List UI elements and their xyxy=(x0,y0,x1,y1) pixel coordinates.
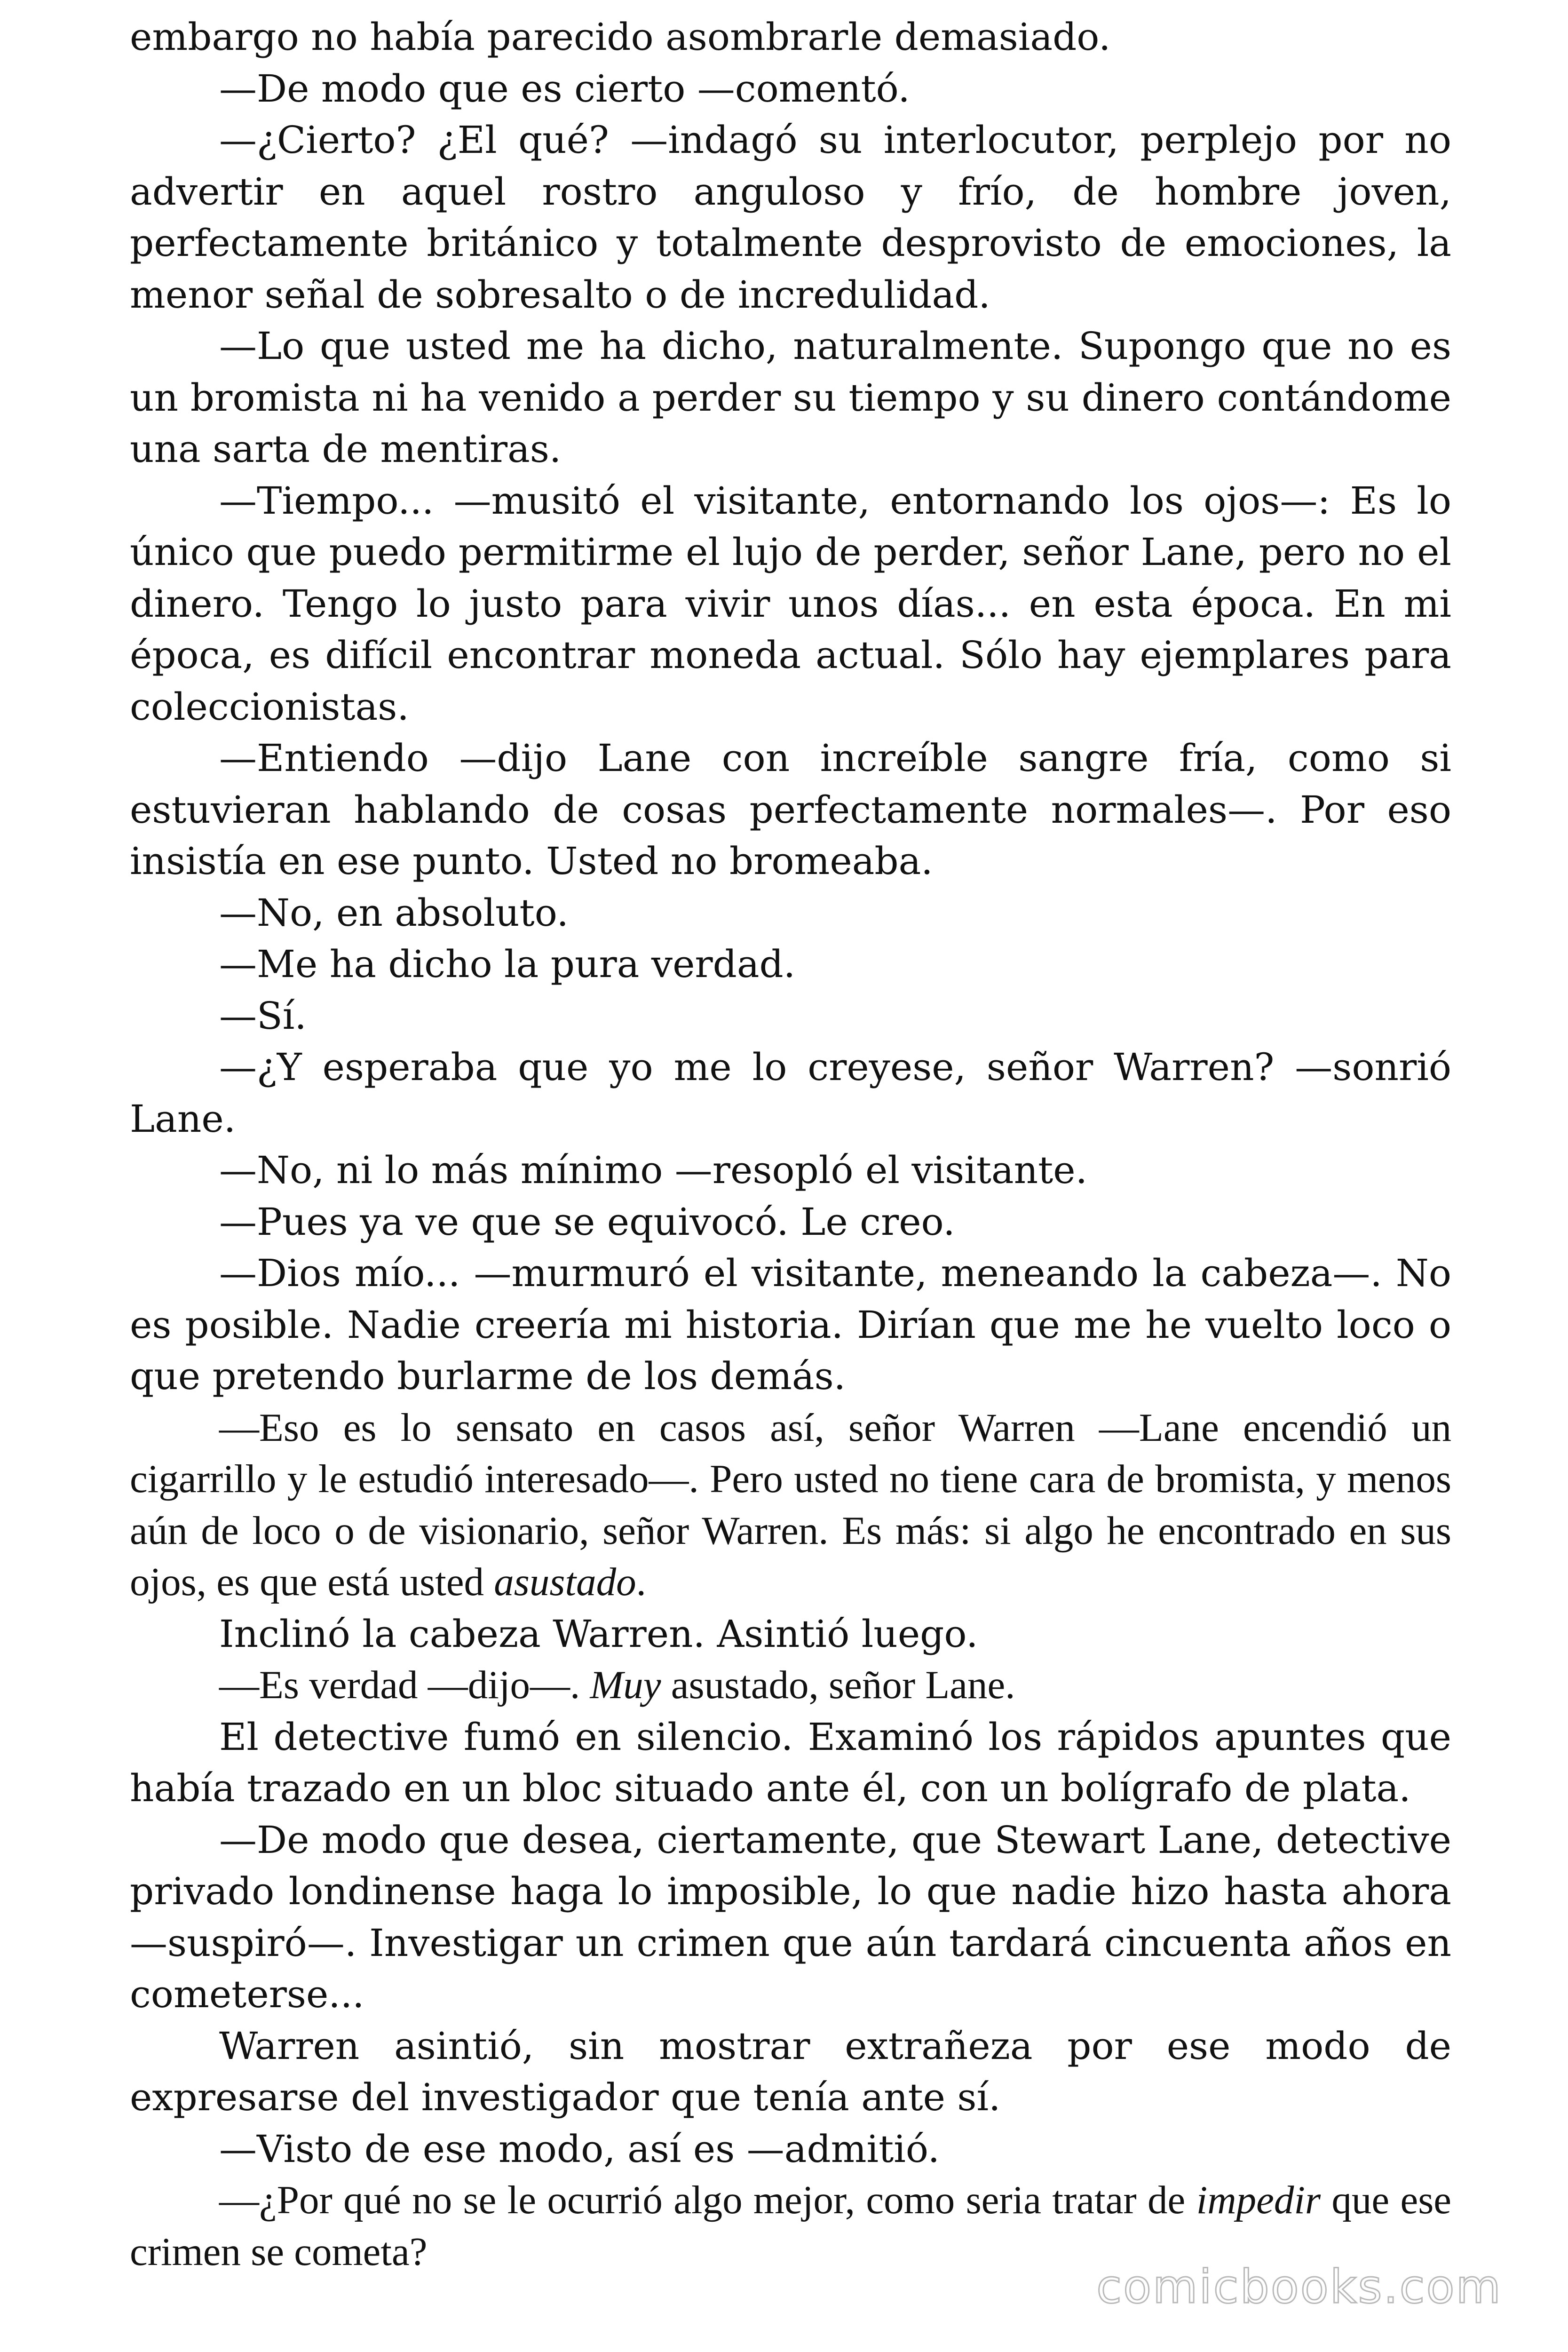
paragraph xyxy=(130,1660,1451,1711)
paragraph: —Pues ya ve que se equivocó. Le creo. xyxy=(219,1200,955,1244)
paragraph: —Entiendo —dijo Lane con increíble sangre fría, como si estuvieran hablando de cosas perfectamente normales—. Por eso insistía en ese punto. Usted no bromeaba. xyxy=(130,736,1451,883)
paragraph xyxy=(130,1402,1451,1608)
paragraph: —¿Y esperaba que yo me lo creyese, señor Warren? —sonrió Lane. xyxy=(130,1045,1451,1141)
page-text xyxy=(130,11,1451,2278)
paragraph: Warren asintió, sin mostrar extrañeza por ese modo de expresarse del investigador que tenía ante sí. xyxy=(130,2024,1451,2119)
emphasis-text: asustado xyxy=(494,1560,636,1604)
watermark: comicbooks.com xyxy=(1096,2260,1502,2314)
paragraph-text: —¿Por qué no se le ocurrió algo mejor, como seria tratar de xyxy=(219,2178,1186,2222)
paragraph: —No, en absoluto. xyxy=(219,890,569,935)
emphasis-text: Muy xyxy=(590,1663,661,1707)
paragraph: embargo no había parecido asombrarle demasiado. xyxy=(130,15,1111,59)
paragraph: —De modo que desea, ciertamente, que Stewart Lane, detective privado londinense haga lo imposible, lo que nadie hizo hasta ahora —suspiró—. Investigar un crimen que aún tardará cincuenta años en cometerse... xyxy=(130,1818,1451,2016)
paragraph: —No, ni lo más mínimo —resopló el visitante. xyxy=(219,1148,1088,1192)
paragraph: El detective fumó en silencio. Examinó los rápidos apuntes que había trazado en un bloc situado ante él, con un bolígrafo de plata. xyxy=(130,1715,1451,1810)
paragraph: —Me ha dicho la pura verdad. xyxy=(219,942,796,986)
paragraph-text: asustado, señor Lane. xyxy=(661,1663,1015,1707)
paragraph-text: que ese crimen se cometa? xyxy=(130,2178,1452,2274)
paragraph: Inclinó la cabeza Warren. Asintió luego. xyxy=(219,1612,978,1656)
paragraph-text: . xyxy=(636,1560,646,1604)
paragraph: —Visto de ese modo, así es —admitió. xyxy=(219,2127,940,2171)
paragraph-text: —Es verdad —dijo—. xyxy=(219,1663,580,1707)
paragraph: —Sí. xyxy=(219,993,307,1038)
paragraph: —¿Cierto? ¿El qué? —indagó su interlocutor, perplejo por no advertir en aquel rostro anguloso y frío, de hombre joven, perfectamente británico y totalmente desprovisto de emociones, la menor señal de sobresalto o de incredulidad. xyxy=(130,118,1451,317)
paragraph: —Lo que usted me ha dicho, naturalmente. Supongo que no es un bromista ni ha venido a perder su tiempo y su dinero contándome una sarta de mentiras. xyxy=(130,324,1451,471)
paragraph: —Dios mío... —murmuró el visitante, meneando la cabeza—. No es posible. Nadie creería mi historia. Dirían que me he vuelto loco o que pretendo burlarme de los demás. xyxy=(130,1251,1451,1398)
paragraph: —De modo que es cierto —comentó. xyxy=(219,66,910,111)
paragraph-text: —Eso es lo sensato en casos así, señor Warren —Lane encendió un cigarrillo y le estudió interesado—. Pero usted no tiene cara de bromista, y menos aún de loco o de visionario, señor Warren. Es más: si algo he encontrado en sus ojos, es que está usted xyxy=(130,1405,1451,1604)
emphasis-text: impedir xyxy=(1196,2178,1321,2222)
paragraph: —Tiempo... —musitó el visitante, entornando los ojos—: Es lo único que puedo permitirme el lujo de perder, señor Lane, pero no el dinero. Tengo lo justo para vivir unos días... en esta época. En mi época, es difícil encontrar moneda actual. Sólo hay ejemplares para coleccionistas. xyxy=(130,478,1451,729)
